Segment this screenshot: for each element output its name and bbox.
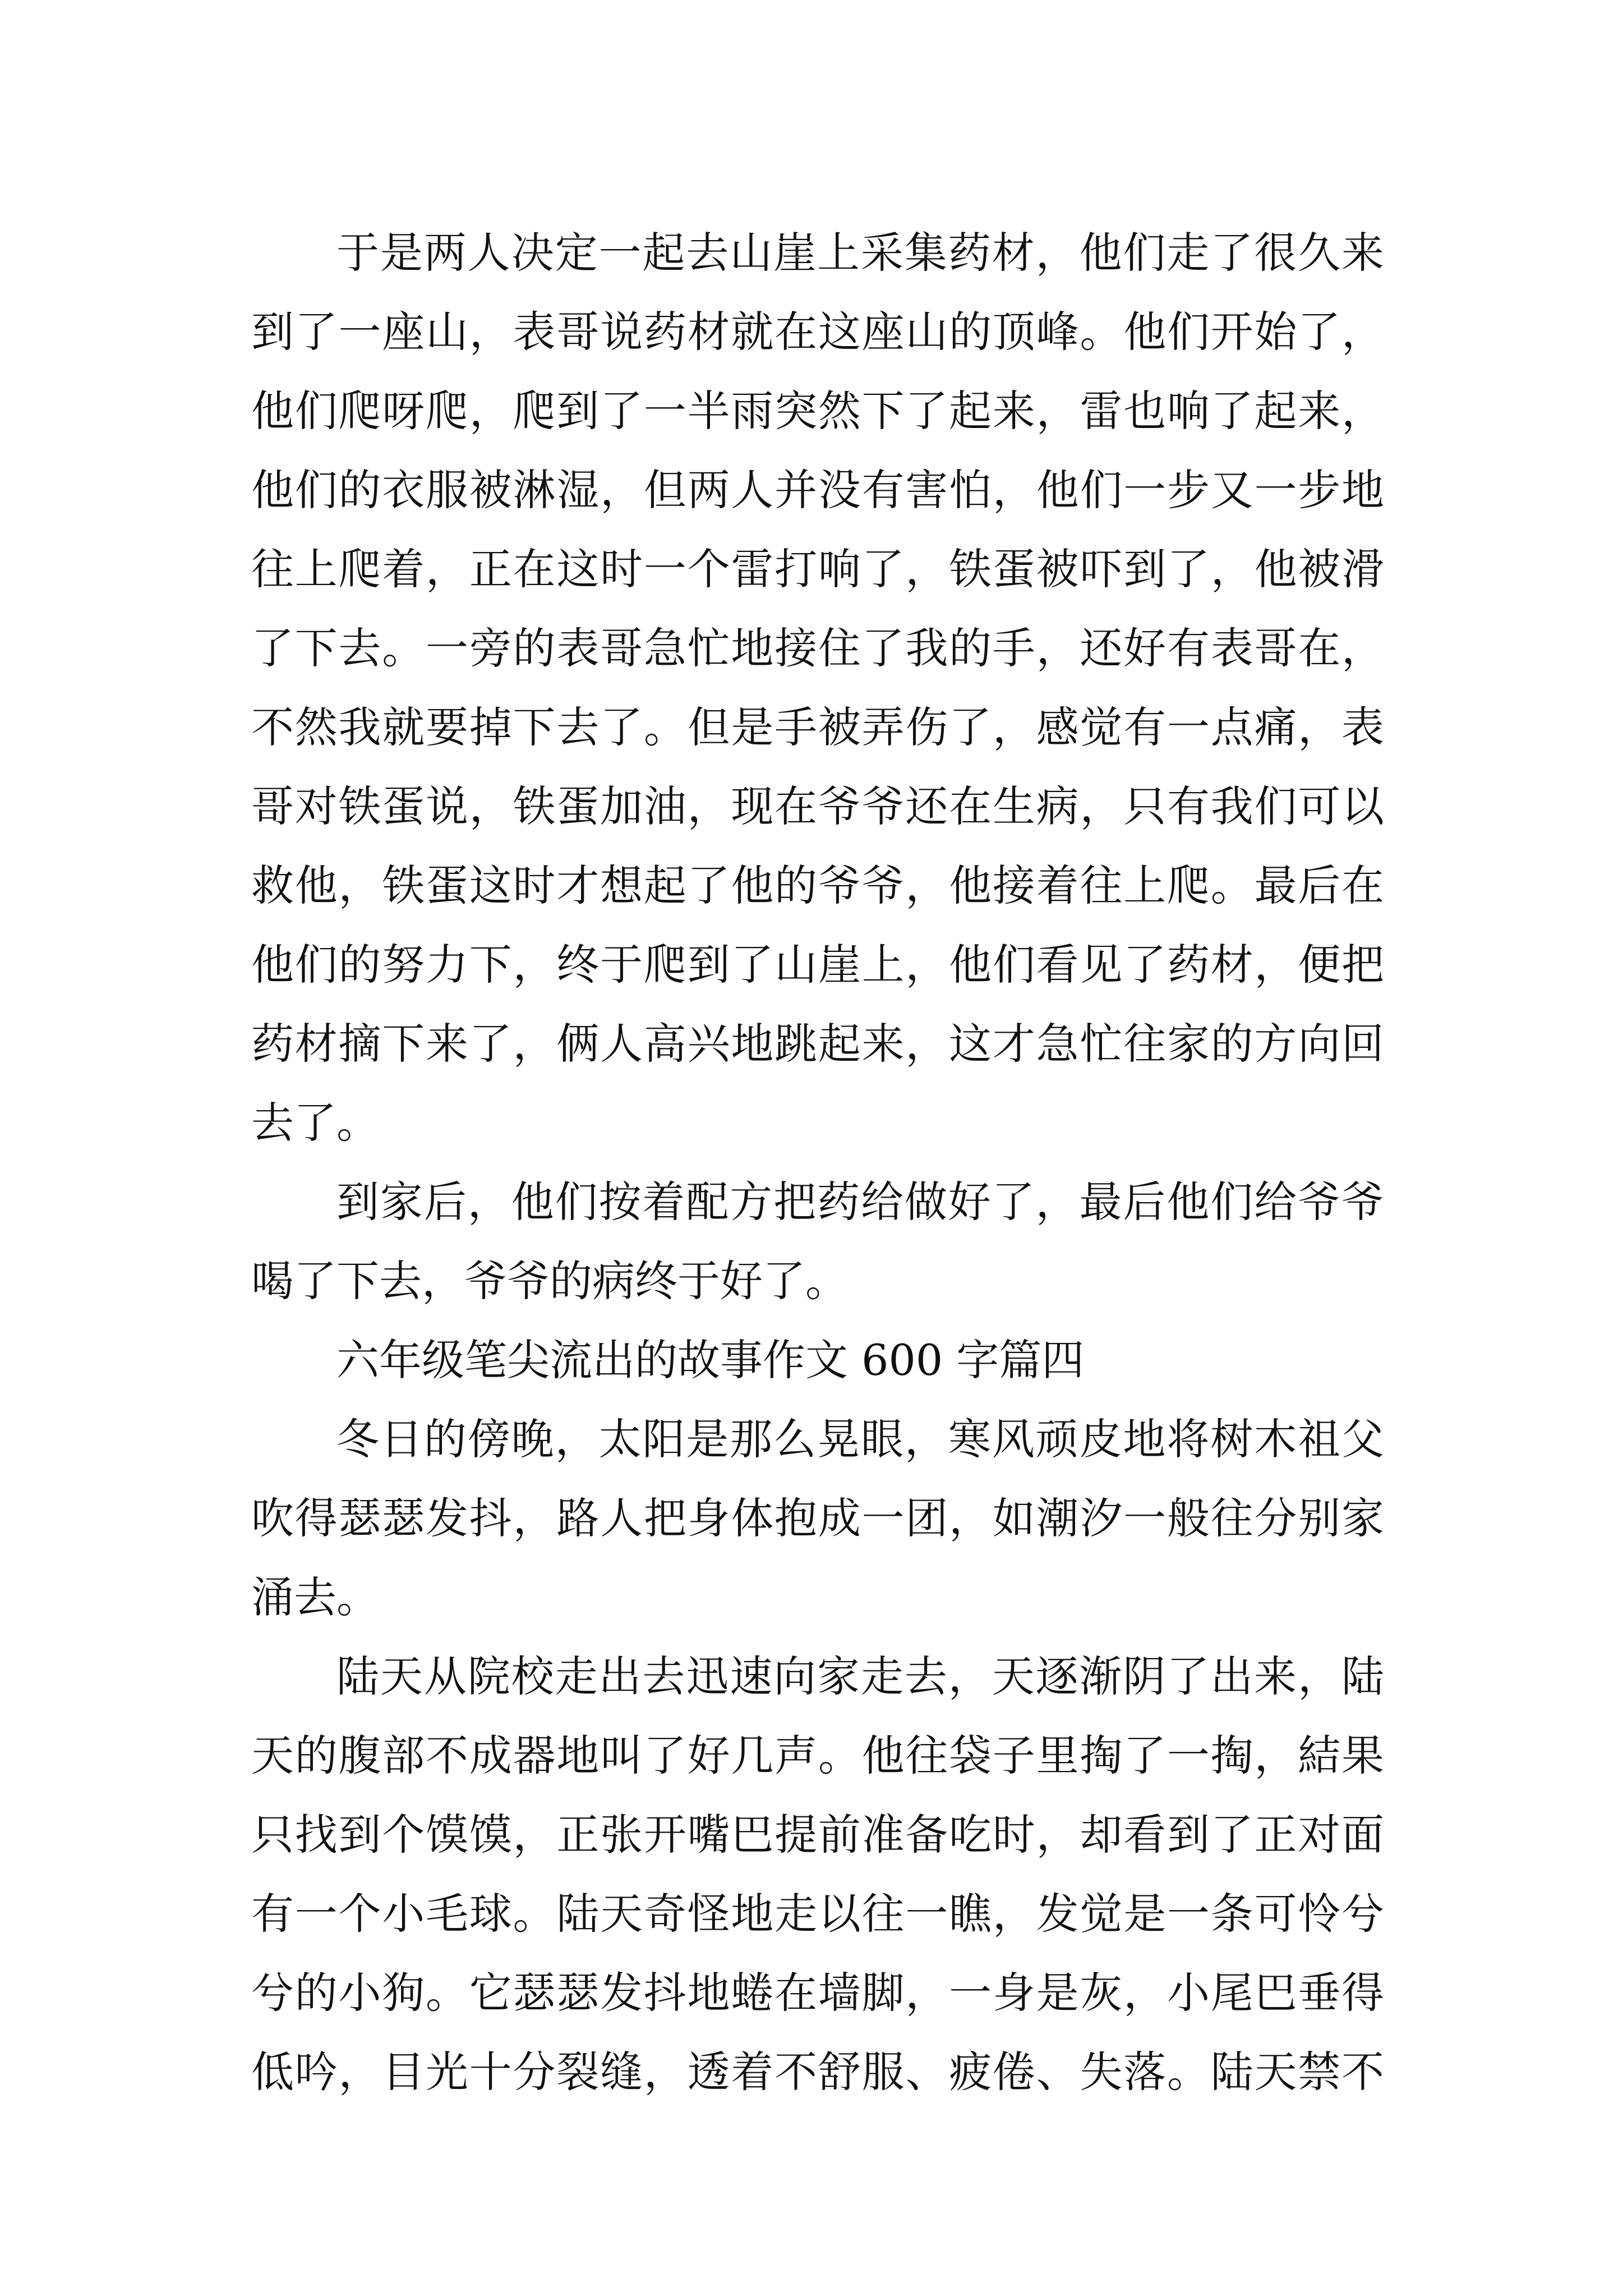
text-line: 他们的衣服被淋湿，但两人并没有害怕，他们一步又一步地 <box>251 465 1384 515</box>
text-line: 喝了下去，爷爷的病终于好了。 <box>251 1256 848 1306</box>
text-line: 低吟，目光十分裂缝，透着不舒服、疲倦、失落。陆天禁不 <box>251 2047 1384 2097</box>
text-line: 哥对铁蛋说，铁蛋加油，现在爷爷还在生病，只有我们可以 <box>251 781 1384 831</box>
text-line: 涌去。 <box>251 1572 379 1622</box>
text-line: 了下去。一旁的表哥急忙地接住了我的手，还好有表哥在， <box>251 623 1384 673</box>
text-line: 天的腹部不成器地叫了好几声。他往袋子里掏了一掏，結果 <box>251 1731 1384 1780</box>
text-line: 冬日的傍晚，太阳是那么晃眼，寒风顽皮地将树木祖父 <box>336 1414 1384 1464</box>
text-line: 吹得瑟瑟发抖，路人把身体抱成一团，如潮汐一般往分别家 <box>251 1493 1384 1543</box>
text-line: 陆天从院校走出去迅速向家走去，天逐渐阴了出来，陆 <box>336 1651 1384 1701</box>
text-line: 有一个小毛球。陆天奇怪地走以往一瞧，发觉是一条可怜兮 <box>251 1889 1384 1939</box>
text-line: 他们的努力下，终于爬到了山崖上，他们看见了药材，便把 <box>251 940 1384 990</box>
text-line: 六年级笔尖流出的故事作文 600 字篇四 <box>336 1335 1085 1385</box>
text-line: 去了。 <box>251 1098 379 1148</box>
text-line: 到了一座山，表哥说药材就在这座山的顶峰。他们开始了， <box>251 307 1384 357</box>
text-line: 于是两人决定一起去山崖上采集药材，他们走了很久来 <box>336 228 1384 278</box>
text-line: 往上爬着，正在这时一个雷打响了，铁蛋被吓到了，他被滑 <box>251 544 1384 594</box>
text-line: 他们爬呀爬，爬到了一半雨突然下了起来，雷也响了起来， <box>251 386 1384 436</box>
text-line: 只找到个馍馍，正张开嘴巴提前准备吃时，却看到了正对面 <box>251 1810 1384 1860</box>
text-line: 兮的小狗。它瑟瑟发抖地蜷在墙脚，一身是灰，小尾巴垂得 <box>251 1968 1384 2018</box>
text-line: 不然我就要掉下去了。但是手被弄伤了，感觉有一点痛，表 <box>251 702 1384 752</box>
text-line: 救他，铁蛋这时才想起了他的爷爷，他接着往上爬。最后在 <box>251 861 1384 910</box>
text-line: 到家后，他们按着配方把药给做好了，最后他们给爷爷 <box>336 1177 1384 1227</box>
text-line: 药材摘下来了，俩人高兴地跳起来，这才急忙往家的方向回 <box>251 1019 1384 1069</box>
document-body <box>251 213 1384 2111</box>
